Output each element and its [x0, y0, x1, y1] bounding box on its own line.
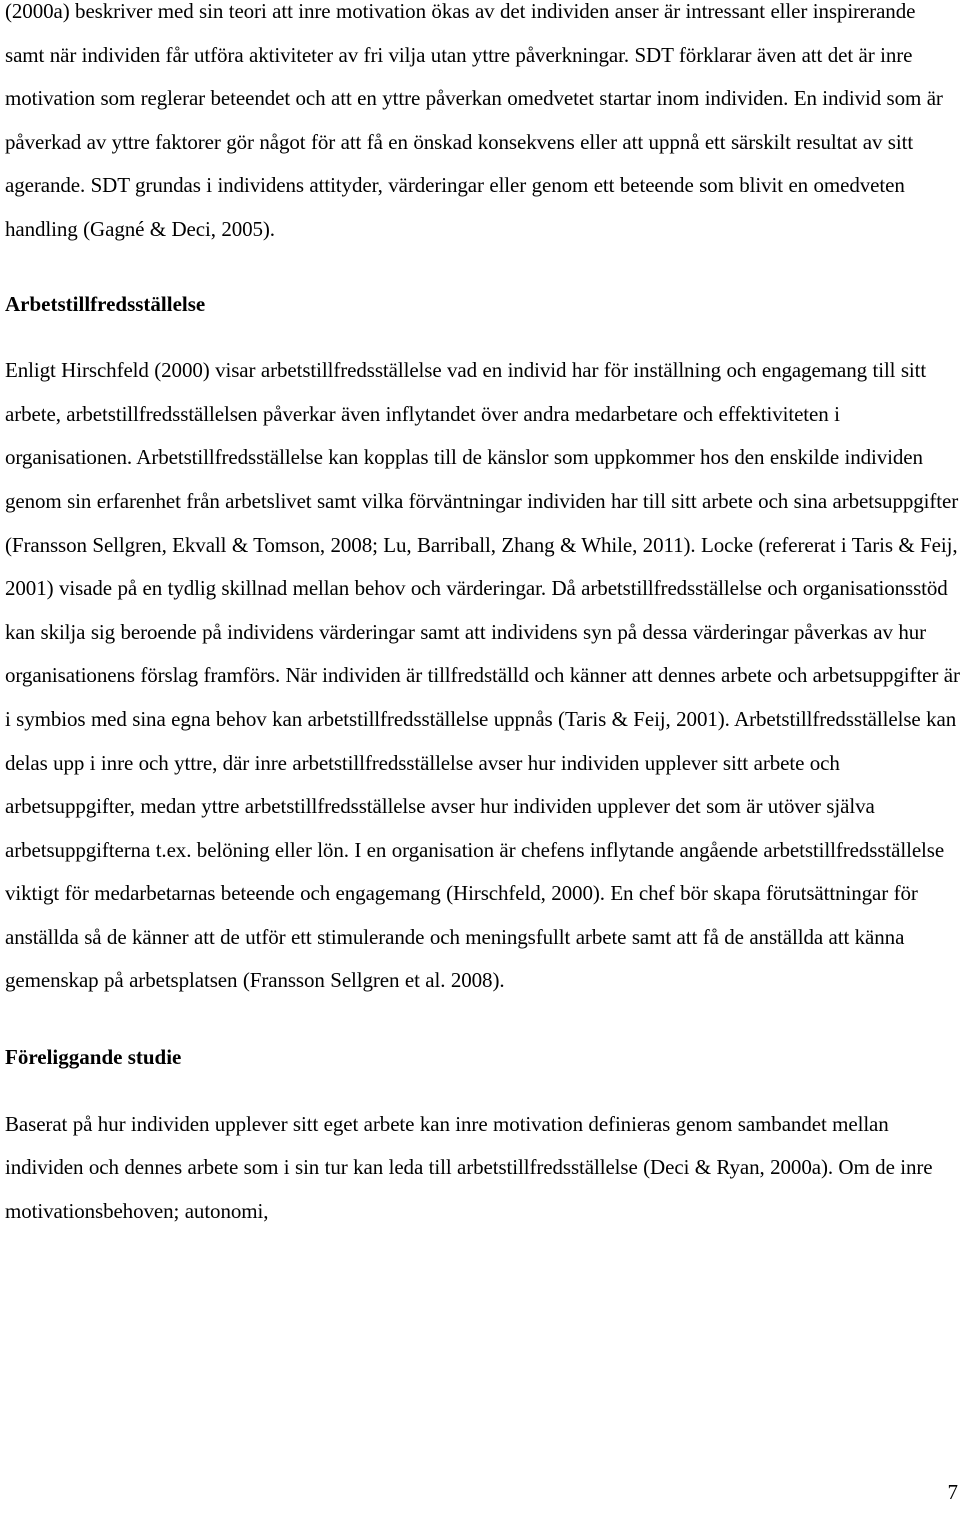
paragraph-arbetstillfredsstallelse: Enligt Hirschfeld (2000) visar arbetstillfredsställelse vad en individ har för inställning och engagemang till sitt arbete, arbetstillfredsställelsen påverkar även inflytandet över andra medarbetare och effektiviteten i organisationen. Arbetstillfredsställelse kan kopplas till de känslor som uppkommer hos den enskilde individen genom sin erfarenhet från arbetslivet samt vilka förväntningar individen har till sitt arbete och sina arbetsuppgifter (Fransson Sellgren, Ekvall & Tomson, 2008; Lu, Barriball, Zhang & While, 2011). Locke (refererat i Taris & Feij, 2001) visade på en tydlig skillnad mellan behov och värderingar. Då arbetstillfredsställelse och organisationsstöd kan skilja sig beroende på individens värderingar samt att individens syn på dessa värderingar påverkas av hur organisationens förslag framförs. När individen är tillfredställd och känner att dennes arbete och arbetsuppgifter är i symbios med sina egna behov kan arbetstillfredsställelse uppnås (Taris & Feij, 2001). Arbetstillfredsställelse kan delas upp i inre och yttre, där inre arbetstillfredsställelse avser hur individen upplever sitt arbete och arbetsuppgifter, medan yttre arbetstillfredsställelse avser hur individen upplever det som är utöver själva arbetsuppgifterna t.ex. belöning eller lön. I en organisation är chefens inflytande angående arbetstillfredsställelse viktigt för medarbetarnas beteende och engagemang (Hirschfeld, 2000). En chef bör skapa förutsättningar för anställda så de känner att de utför ett stimulerande och meningsfullt arbete samt att få de anställda att känna gemenskap på arbetsplatsen (Fransson Sellgren et al. 2008). — [5, 358, 960, 993]
spacer — [5, 252, 960, 283]
document-page — [5, 0, 960, 1233]
section-heading-arbetstillfredsstallelse: Arbetstillfredsställelse — [5, 291, 206, 316]
spacer — [5, 1003, 960, 1036]
paragraph-foreliggande-studie: Baserat på hur individen upplever sitt eget arbete kan inre motivation definieras genom sambandet mellan individen och dennes arbete som i sin tur kan leda till arbetstillfredsställelse (Deci & Ryan, 2000a). Om de inre motivationsbehoven; autonomi, — [5, 1111, 933, 1223]
paragraph-sdt-continuation: (2000a) beskriver med sin teori att inre motivation ökas av det individen anser är intressant eller inspirerande samt när individen får utföra aktiviteter av fri vilja utan yttre påverkningar. SDT förklarar även att det är inre motivation som reglerar beteendet och att en yttre påverkan omedvetet startar inom individen. En individ som är påverkad av yttre faktorer gör något för att få en önskad konsekvens eller att uppnå ett särskilt resultat av sitt agerande. SDT grundas i individens attityder, värderingar eller genom ett beteende som blivit en omedveten handling (Gagné & Deci, 2005). — [5, 0, 943, 241]
spacer — [5, 1080, 960, 1103]
spacer — [5, 326, 960, 349]
section-heading-foreliggande-studie: Föreliggande studie — [5, 1045, 182, 1070]
page-number: 7 — [947, 1480, 958, 1504]
